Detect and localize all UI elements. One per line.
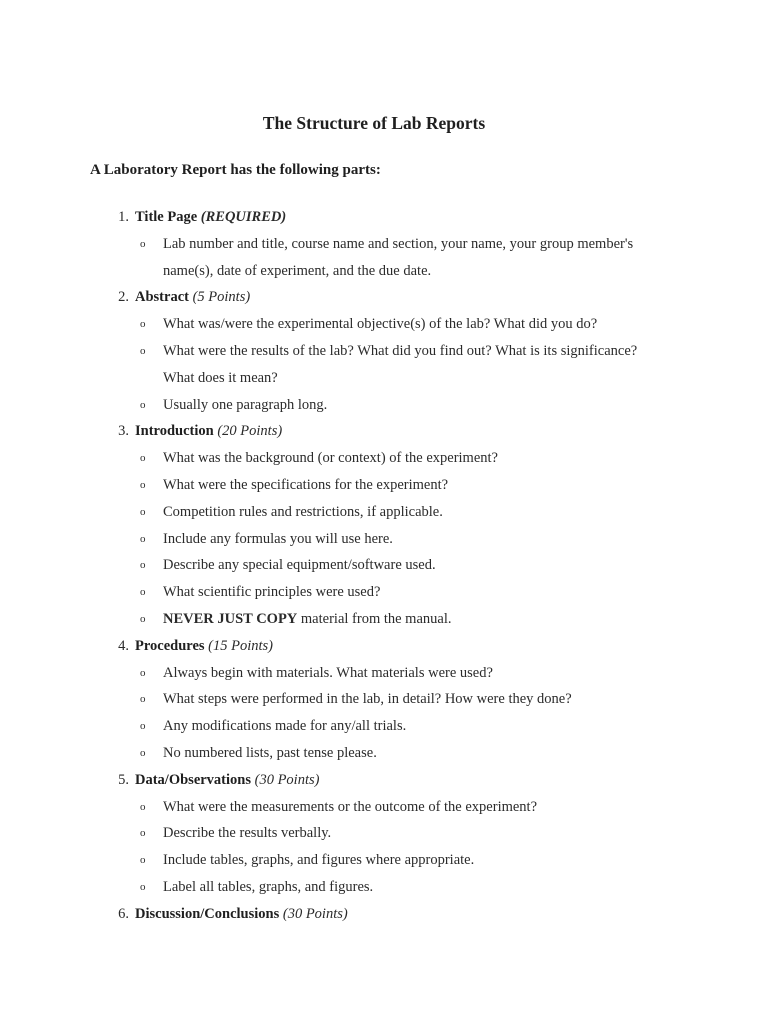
bullet-marker: o xyxy=(140,747,146,759)
section-name: Introduction xyxy=(135,423,214,440)
list-item-rest: material from the manual. xyxy=(297,611,452,627)
section-title-group xyxy=(135,287,250,307)
section-title-group xyxy=(135,421,282,441)
section-points: (REQUIRED) xyxy=(200,209,287,225)
bullet-marker: o xyxy=(140,237,146,250)
list-item-text: name(s), date of experiment, and the due date. xyxy=(163,262,432,279)
list-item-text: What were the specifications for the experiment? xyxy=(163,477,449,493)
section-points: (5 Points) xyxy=(192,289,251,306)
list-item-text: What were the measurements or the outcome of the experiment? xyxy=(163,798,538,815)
bullet-marker: o xyxy=(140,666,146,679)
list-item-text: Include any formulas you will use here. xyxy=(163,530,393,547)
section-number: 5. xyxy=(118,771,129,788)
bullet-marker: o xyxy=(140,586,146,599)
bullet-marker: o xyxy=(140,398,146,411)
list-item-text: What was/were the experimental objective(s) of the lab? What did you do? xyxy=(163,316,598,333)
bullet-marker: o xyxy=(140,345,146,357)
section-number: 6. xyxy=(118,905,129,922)
list-item-text: Describe any special equipment/software used. xyxy=(163,557,436,574)
section-name: Procedures xyxy=(135,637,205,654)
bullet-marker: o xyxy=(140,532,146,545)
list-item-text: Any modifications made for any/all trials. xyxy=(163,718,407,735)
section-points: (30 Points) xyxy=(282,905,348,922)
section-points: (15 Points) xyxy=(208,637,274,654)
section-name: Abstract xyxy=(135,289,189,306)
section-title-group xyxy=(135,207,286,227)
list-item-text: What were the results of the lab? What did you find out? What is its significance? xyxy=(163,343,638,359)
list-item-text: What was the background (or context) of the experiment? xyxy=(163,450,498,467)
intro-heading: A Laboratory Report has the following parts: xyxy=(90,162,381,178)
section-title-group xyxy=(135,904,348,924)
section-number: 1. xyxy=(118,209,129,225)
bullet-marker: o xyxy=(140,693,146,706)
section-number: 2. xyxy=(118,289,129,306)
bullet-marker: o xyxy=(140,720,146,733)
list-item-text: Lab number and title, course name and section, your name, your group member's xyxy=(163,235,634,252)
bullet-marker: o xyxy=(140,827,146,840)
bullet-marker: o xyxy=(140,479,146,491)
list-item-text: Include tables, graphs, and figures where appropriate. xyxy=(163,852,475,869)
emphasis-text: NEVER JUST COPY xyxy=(163,611,298,627)
bullet-marker: o xyxy=(140,800,146,813)
list-item-text: Competition rules and restrictions, if applicable. xyxy=(163,503,443,520)
bullet-marker: o xyxy=(140,318,146,331)
list-item-text: No numbered lists, past tense please. xyxy=(163,745,377,761)
section-name: Title Page xyxy=(135,209,198,225)
bullet-marker: o xyxy=(140,613,146,625)
section-title-group xyxy=(135,770,319,790)
page-title: The Structure of Lab Reports xyxy=(262,113,486,133)
section-name: Data/Observations xyxy=(135,771,251,788)
list-item-text xyxy=(163,609,452,629)
list-item-text: Describe the results verbally. xyxy=(163,825,332,842)
list-item-text: Label all tables, graphs, and figures. xyxy=(163,879,374,895)
list-item-text: What scientific principles were used? xyxy=(163,584,381,601)
list-item-text: Always begin with materials. What materials were used? xyxy=(163,664,493,681)
section-points: (20 Points) xyxy=(217,423,283,440)
section-title-group xyxy=(135,636,273,656)
section-number: 4. xyxy=(118,637,129,654)
section-name: Discussion/Conclusions xyxy=(135,905,280,922)
bullet-marker: o xyxy=(140,881,146,893)
list-item-text: Usually one paragraph long. xyxy=(163,396,328,413)
section-number: 3. xyxy=(118,423,129,440)
bullet-marker: o xyxy=(140,452,146,465)
bullet-marker: o xyxy=(140,559,146,572)
list-item-text: What does it mean? xyxy=(163,369,278,386)
section-points: (30 Points) xyxy=(254,771,320,788)
bullet-marker: o xyxy=(140,505,146,518)
list-item-text: What steps were performed in the lab, in detail? How were they done? xyxy=(163,691,572,708)
bullet-marker: o xyxy=(140,854,146,867)
